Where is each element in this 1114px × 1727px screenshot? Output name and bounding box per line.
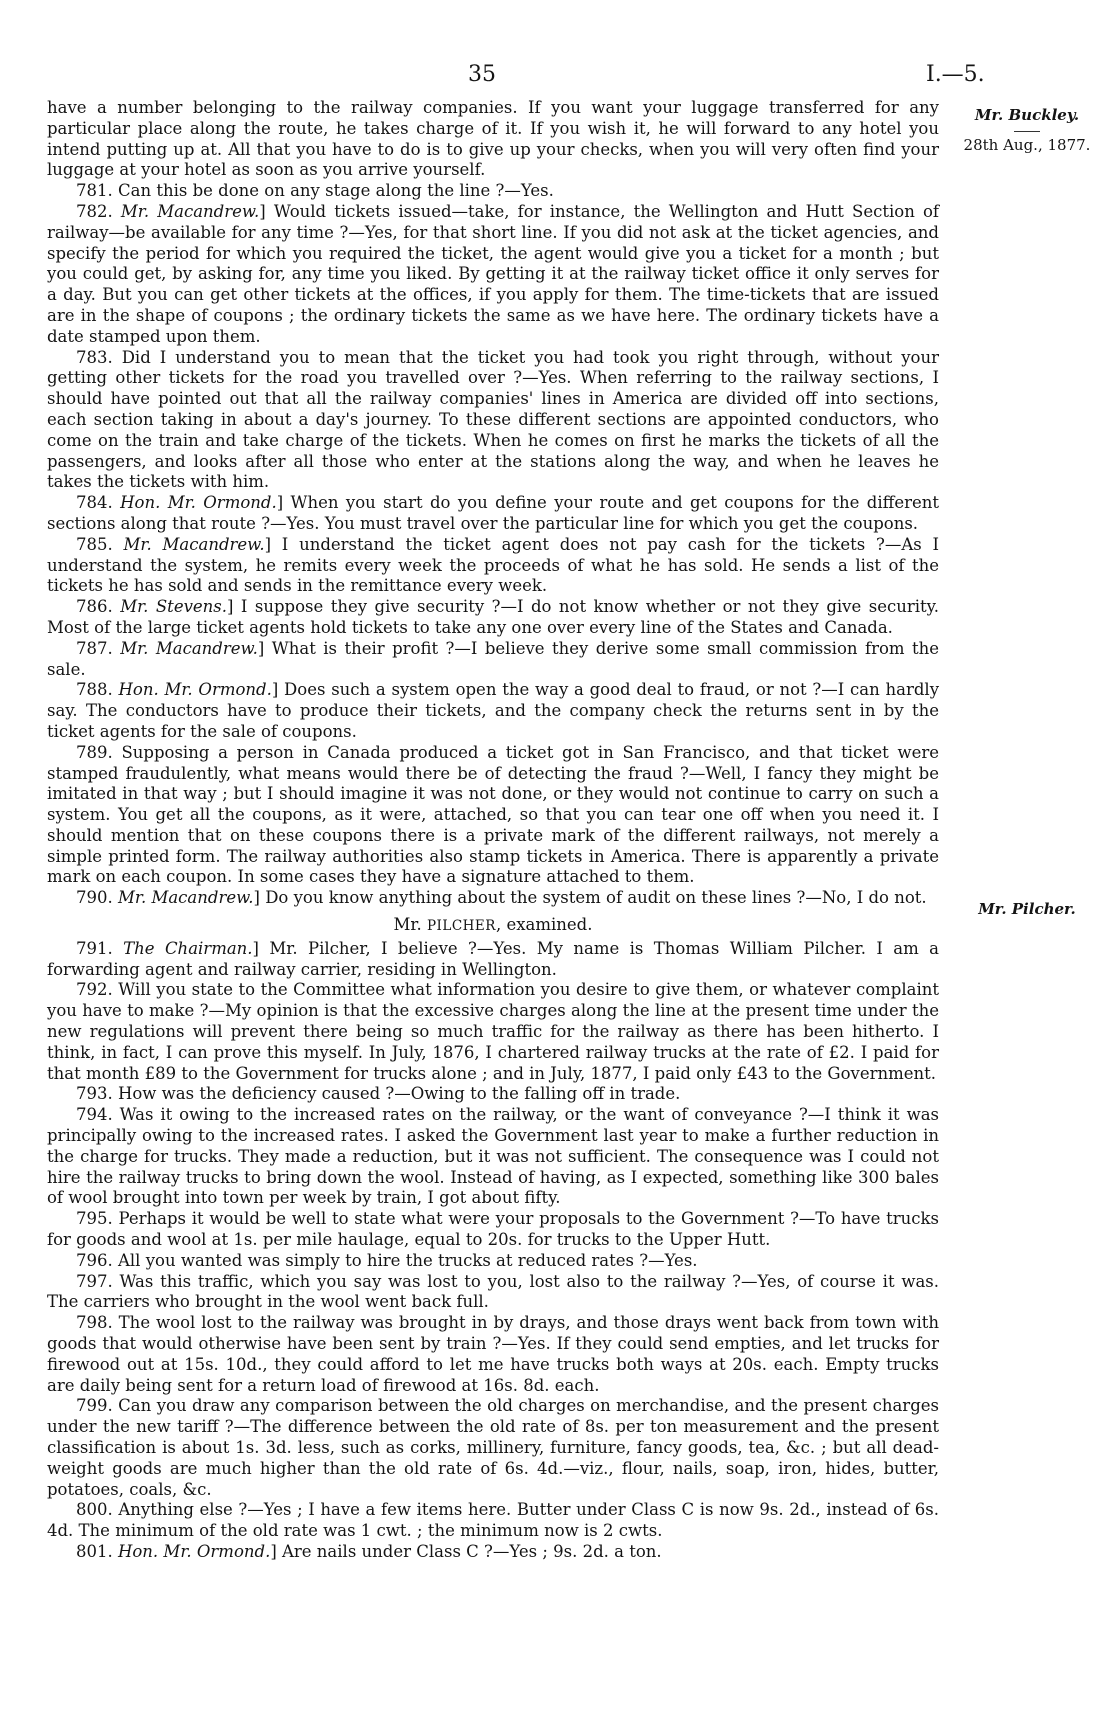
speaker: Mr. Macandrew. xyxy=(120,638,258,658)
paragraph-799: 799. Can you draw any comparison between the old charges on merchandise, and the present charges under the new tariff ?—The difference between the old rate of 8s. per ton measurement and the present classification is about 1s. 3d. less, such as corks, millinery, furniture, fancy goods, tea, &c. ; but all dead-weight goods are much higher than the old rate of 6s. 4d.—viz., flour, nails, soap, iron, hides, butter, potatoes, coals, &c. xyxy=(47,1396,939,1499)
paragraph-797: 797. Was this traffic, which you say was lost to you, lost also to the railway ?—Yes, of course it was. The carriers who brought in the wool went back full. xyxy=(47,1271,939,1312)
paragraph-784 xyxy=(47,493,939,535)
paragraph-open: have a number belonging to the railway companies. If you want your luggage transferred for any particular place along the route, he takes charge of it. If you wish it, he will forward to any hotel you intend putting up at. All that you have to do is to give up your checks, when you will very often find your luggage at your hotel as soon as you arrive yourself. xyxy=(47,98,939,180)
margin-note-buckley xyxy=(952,106,1102,155)
page-number: 35 xyxy=(468,62,496,87)
paragraph-787 xyxy=(47,639,939,681)
heading-prefix: Mr. xyxy=(393,915,427,935)
q-text: ] I understand the ticket agent does not pay cash for the tickets ?—As I understand the system, he remits every week the proceeds of what he has sold. He sends a list of the tickets he has sold and sends in the remittance every week. xyxy=(47,534,939,596)
q-text: ] I suppose they give security ?—I do not know whether or not they give security. Most of the large ticket agents hold tickets to take any one over every line of the States and Canada. xyxy=(47,597,939,637)
paragraph-800: 800. Anything else ?—Yes ; I have a few items here. Butter under Class C is now 9s. 2d., instead of 6s. 4d. The minimum of the old rate was 1 cwt. ; the minimum now is 2 cwts. xyxy=(47,1500,939,1541)
margin-witness-pilcher: Mr. Pilcher. xyxy=(978,900,1076,918)
witness-heading xyxy=(47,915,939,937)
heading-suffix: , examined. xyxy=(495,915,593,935)
paragraph-791 xyxy=(47,939,939,981)
speaker: Mr. Macandrew. xyxy=(123,534,265,554)
q-number: 787. xyxy=(76,638,121,658)
q-number: 788. xyxy=(76,680,119,700)
speaker: Mr. Macandrew. xyxy=(120,201,260,221)
q-number: 784. xyxy=(76,493,121,513)
margin-witness-buckley: Mr. Buckley. xyxy=(974,106,1080,124)
paragraph-798: 798. The wool lost to the railway was brought in by drays, and those drays went back from town with goods that would otherwise have been sent by train ?—Yes. If they could send empties, and let trucks for firewood out at 15s. 10d., they could afford to let me have trucks both ways at 20s. each. Empty trucks are daily being sent for a return load of firewood at 16s. 8d. each. xyxy=(47,1313,939,1395)
margin-note-pilcher xyxy=(952,900,1102,919)
q-number: 782. xyxy=(76,201,121,221)
document-reference: I.—5. xyxy=(926,62,985,87)
q-text: ] Would tickets issued—take, for instance, the Wellington and Hutt Section of railway—be available for any time ?—Yes, for that short line. If you did not ask at the ticket agencies, and specify the period for which you required the ticket, the agent would give you a ticket for a month ; but you could get, by asking for, any time you liked. By getting it at the railway ticket office it only serves for a day. But you can get other tickets at the offices, if you apply for them. The time-tickets that are issued are in the shape of coupons ; the ordinary tickets the same as we have here. The ordinary tickets have a date stamped upon them. xyxy=(47,201,939,346)
speaker: Mr. Stevens. xyxy=(120,597,228,617)
paragraph-789: 789. Supposing a person in Canada produced a ticket got in San Francisco, and that ticket were stamped fraudulently, what means would there be of detecting the fraud ?—Well, I fancy they might be imitated in that way ; but I should imagine it was not done, or they would not continue to carry on such a system. You get all the coupons, as it were, attached, so that you can tear one off when you need it. I should mention that on these coupons there is a private mark of the different railways, not merely a simple printed form. The railway authorities also stamp tickets in America. There is apparently a private mark on each coupon. In some cases they have a signature attached to them. xyxy=(47,742,939,887)
speaker: Hon. Mr. Ormond. xyxy=(120,493,277,513)
heading-name: PILCHER xyxy=(426,918,496,935)
q-number: 790. xyxy=(76,888,118,908)
paragraph-793: 793. How was the deficiency caused ?—Owing to the falling off in trade. xyxy=(76,1084,681,1104)
paragraph-788 xyxy=(47,680,939,742)
q-number: 785. xyxy=(76,534,124,554)
paragraph-781: 781. Can this be done on any stage along the line ?—Yes. xyxy=(76,181,554,201)
speaker: Mr. Macandrew. xyxy=(117,888,254,908)
paragraph-792: 792. Will you state to the Committee what information you desire to give them, or whatever complaint you have to make ?—My opinion is that the excessive charges along the line at the present time under the new regulations will prevent there being so much traffic for the railway as there has been hitherto. I think, in fact, I can prove this myself. In July, 1876, I chartered railway trucks at the rate of £2. I paid for that month £89 to the Government for trucks alone ; and in July, 1877, I paid only £43 to the Government. xyxy=(47,980,939,1083)
page-body xyxy=(47,98,939,1563)
paragraph-790 xyxy=(47,888,939,909)
q-text: ] Does such a system open the way a good deal to fraud, or not ?—I can hardly say. The conductors have to produce their tickets, and the company check the returns sent in by the ticket agents for the sale of coupons. xyxy=(47,680,940,741)
paragraph-801 xyxy=(47,1542,939,1563)
paragraph-782 xyxy=(47,202,939,348)
paragraph-796: 796. All you wanted was simply to hire the trucks at reduced rates ?—Yes. xyxy=(76,1250,698,1270)
margin-dash xyxy=(1014,131,1040,132)
paragraph-794: 794. Was it owing to the increased rates on the railway, or the want of conveyance ?—I think it was principally owing to the increased rates. I asked the Government last year to make a further reduction in the charge for trucks. They made a reduction, but it was not sufficient. The consequence was I could not hire the railway trucks to bring down the wool. Instead of having, as I expected, something like 300 bales of wool brought into town per week by train, I got about fifty. xyxy=(47,1105,939,1208)
q-number: 801. xyxy=(76,1541,118,1561)
speaker: Hon. Mr. Ormond. xyxy=(118,680,272,700)
q-text: ] Do you know anything about the system of audit on these lines ?—No, I do not. xyxy=(253,888,927,908)
q-text: ] Mr. Pilcher, I believe ?—Yes. My name is Thomas William Pilcher. I am a forwarding agent and railway carrier, residing in Wellington. xyxy=(47,938,939,979)
q-text: ] Are nails under Class C ?—Yes ; 9s. 2d. a ton. xyxy=(270,1541,662,1561)
paragraph-785 xyxy=(47,535,939,597)
speaker: Hon. Mr. Ormond. xyxy=(117,1541,271,1561)
q-text: ] When you start do you define your route and get coupons for the different sections along that route ?—Yes. You must travel over the particular line for which you get the coupons. xyxy=(47,493,940,533)
paragraph-783: 783. Did I understand you to mean that the ticket you had took you right through, without your getting other tickets for the road you travelled over ?—Yes. When referring to the railway sections, I should have pointed out that all the railway companies' lines in America are divided off into sections, each section taking in about a day's journey. To these different sections are appointed conductors, who come on the train and take charge of the tickets. When he comes on first he marks the tickets of all the passengers, and looks after all those who enter at the stations along the way, and when he leaves he takes the tickets with him. xyxy=(47,347,939,492)
paragraph-786 xyxy=(47,597,939,639)
q-number: 786. xyxy=(76,597,121,617)
paragraph-795: 795. Perhaps it would be well to state what were your proposals to the Government ?—To have trucks for goods and wool at 1s. per mile haulage, equal to 20s. for trucks to the Upper Hutt. xyxy=(47,1209,939,1250)
q-number: 791. xyxy=(76,938,124,958)
margin-date: 28th Aug., 1877. xyxy=(963,136,1091,154)
speaker: The Chairman. xyxy=(123,938,253,958)
q-text: ] What is their profit ?—I believe they derive some small commission from the sale. xyxy=(47,638,939,679)
